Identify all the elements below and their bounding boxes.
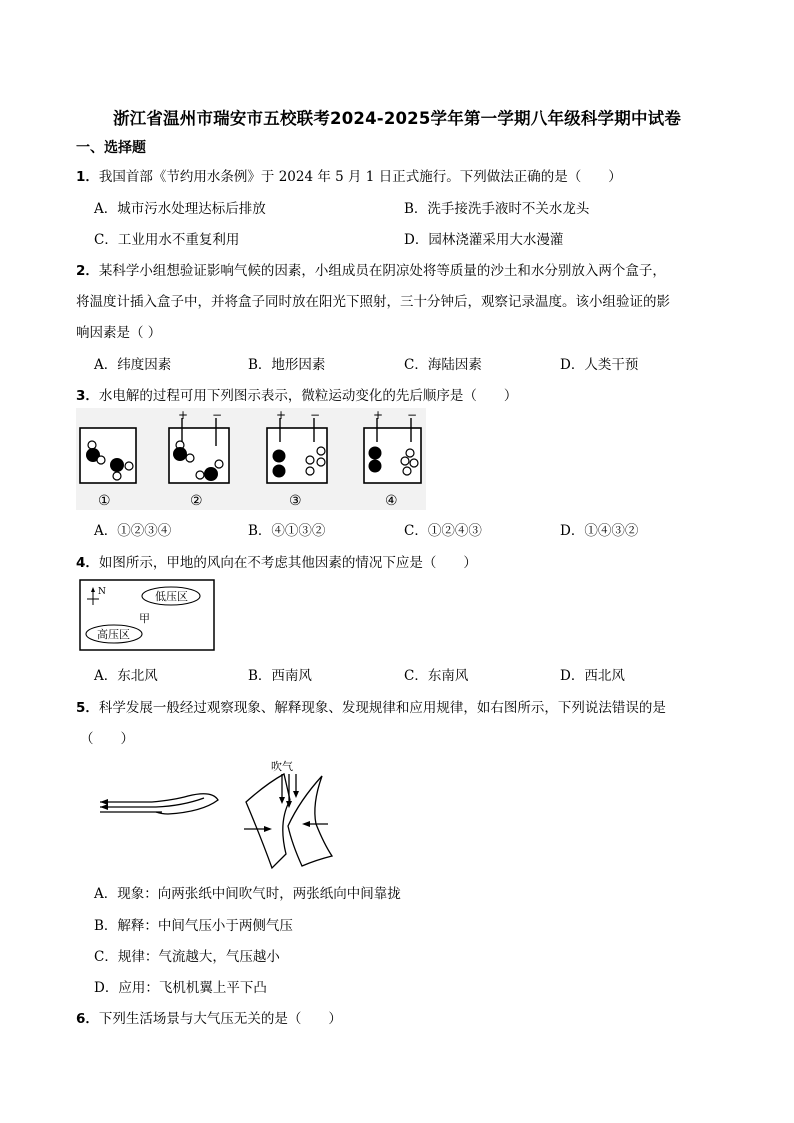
question-text: 如图所示，甲地的风向在不考虑其他因素的情况下应是（ ）	[98, 555, 477, 571]
hydrogen-atom	[410, 459, 418, 467]
figure-label-2: ②	[190, 493, 203, 509]
q5-option-d: D．应用：飞机机翼上平下凸	[94, 980, 267, 996]
oxygen-atom	[369, 460, 382, 473]
question-2-line3: 响因素是（ ）	[76, 325, 162, 341]
q5-option-c: C．规律：气流越大，气压越小	[94, 949, 280, 965]
question-1	[76, 165, 622, 185]
q2-option-a: A．纬度因素	[94, 357, 172, 373]
hydrogen-atom	[97, 456, 105, 464]
plus-sign: +	[276, 408, 287, 422]
question-5	[76, 696, 666, 716]
q1-option-c: C．工业用水不重复利用	[94, 232, 240, 248]
oxygen-atom	[173, 447, 187, 461]
hydrogen-atom	[401, 457, 409, 465]
question-5-line2: （ ）	[80, 731, 134, 747]
hydrogen-atom	[215, 460, 223, 468]
oxygen-atom	[273, 465, 286, 478]
paper-blow-diagram	[244, 774, 332, 868]
oxygen-atom	[204, 467, 218, 481]
question-2	[76, 259, 666, 279]
hydrogen-atom	[403, 467, 411, 475]
question-number: 3．	[76, 388, 99, 404]
high-pressure-label: 高压区	[97, 628, 130, 641]
paper-left	[246, 774, 290, 868]
q3-option-d: D．①④③②	[560, 523, 639, 539]
question-3	[76, 384, 517, 404]
question-number: 5．	[76, 700, 99, 716]
q1-option-b: B．洗手接洗手液时不关水龙头	[404, 201, 590, 217]
blow-label: 吹气	[271, 760, 293, 773]
airflow-figure	[96, 756, 346, 874]
question-2-line2: 将温度计插入盒子中，并将盒子同时放在阳光下照射，三十分钟后，观察记录温度。该小组验证的影	[76, 294, 670, 310]
hydrogen-atom	[196, 471, 204, 479]
pressure-map-figure	[79, 579, 215, 651]
minus-sign: −	[310, 408, 321, 422]
question-text-line1: 某科学小组想验证影响气候的因素，小组成员在阴凉处将等质量的沙土和水分别放入两个盒子，	[98, 263, 666, 279]
q1-option-a: A．城市污水处理达标后排放	[94, 201, 266, 217]
q2-option-d: D．人类干预	[560, 357, 639, 373]
hydrogen-atom	[113, 472, 121, 480]
oxygen-atom	[369, 447, 382, 460]
low-pressure-label: 低压区	[155, 590, 188, 603]
question-number: 1．	[76, 169, 99, 185]
page-title: 浙江省温州市瑞安市五校联考2024-2025学年第一学期八年级科学期中试卷	[112, 109, 682, 128]
q4-option-b: B．西南风	[248, 668, 312, 684]
hydrogen-atom	[317, 458, 325, 466]
question-text: 我国首部《节约用水条例》于 2024 年 5 月 1 日正式施行。下列做法正确的是（ ）	[98, 169, 622, 185]
hydrogen-atom	[406, 449, 414, 457]
hydrogen-atom	[317, 447, 325, 455]
hydrogen-atom	[186, 454, 194, 462]
section-heading: 一、选择题	[76, 140, 146, 156]
plus-sign: +	[373, 408, 384, 422]
electrolysis-figure	[76, 408, 426, 510]
q5-option-a: A．现象：向两张纸中间吹气时，两张纸向中间靠拢	[94, 886, 401, 902]
q4-option-c: C．东南风	[404, 668, 469, 684]
q4-option-d: D．西北风	[560, 668, 625, 684]
oxygen-atom	[110, 458, 124, 472]
wing-airflow-diagram	[100, 794, 218, 814]
minus-sign: −	[212, 408, 223, 422]
hydrogen-atom	[125, 462, 133, 470]
figure-label-4: ④	[385, 493, 398, 509]
question-4	[76, 551, 477, 571]
right-arrow-icon	[264, 826, 272, 832]
hydrogen-atom	[306, 456, 314, 464]
question-number: 4．	[76, 555, 99, 571]
q3-option-b: B．④①③②	[248, 523, 326, 539]
question-text-line1: 科学发展一般经过观察现象、解释现象、发现规律和应用规律，如右图所示，下列说法错误的是	[98, 700, 666, 716]
q1-option-d: D．园林浇灌采用大水漫灌	[404, 232, 564, 248]
q5-option-b: B．解释：中间气压小于两侧气压	[94, 918, 293, 934]
q3-option-c: C．①②④③	[404, 523, 482, 539]
down-arrow-icon	[279, 797, 285, 804]
airflow-line	[156, 798, 204, 807]
q3-option-a: A．①②③④	[94, 523, 172, 539]
minus-sign: −	[407, 408, 418, 422]
down-arrow-icon	[293, 791, 299, 798]
q2-option-c: C．海陆因素	[404, 357, 482, 373]
hydrogen-atom	[88, 441, 96, 449]
arrow-icon	[100, 799, 108, 805]
plus-sign: +	[178, 408, 189, 422]
panel-1	[80, 428, 136, 483]
q2-option-b: B．地形因素	[248, 357, 326, 373]
figure-label-1: ①	[98, 493, 111, 509]
question-6	[76, 1007, 342, 1027]
arrow-icon	[100, 804, 108, 810]
figure-label-3: ③	[289, 493, 302, 509]
left-arrow-icon	[302, 821, 310, 827]
question-number: 2．	[76, 263, 99, 279]
north-label: N	[98, 587, 106, 597]
location-jia-label: 甲	[139, 612, 150, 625]
q4-option-a: A．东北风	[94, 668, 158, 684]
question-number: 6．	[76, 1011, 99, 1027]
hydrogen-atom	[306, 467, 314, 475]
oxygen-atom	[273, 450, 286, 463]
question-text: 水电解的过程可用下列图示表示，微粒运动变化的先后顺序是（ ）	[98, 388, 518, 404]
question-text: 下列生活场景与大气压无关的是（ ）	[98, 1011, 342, 1027]
